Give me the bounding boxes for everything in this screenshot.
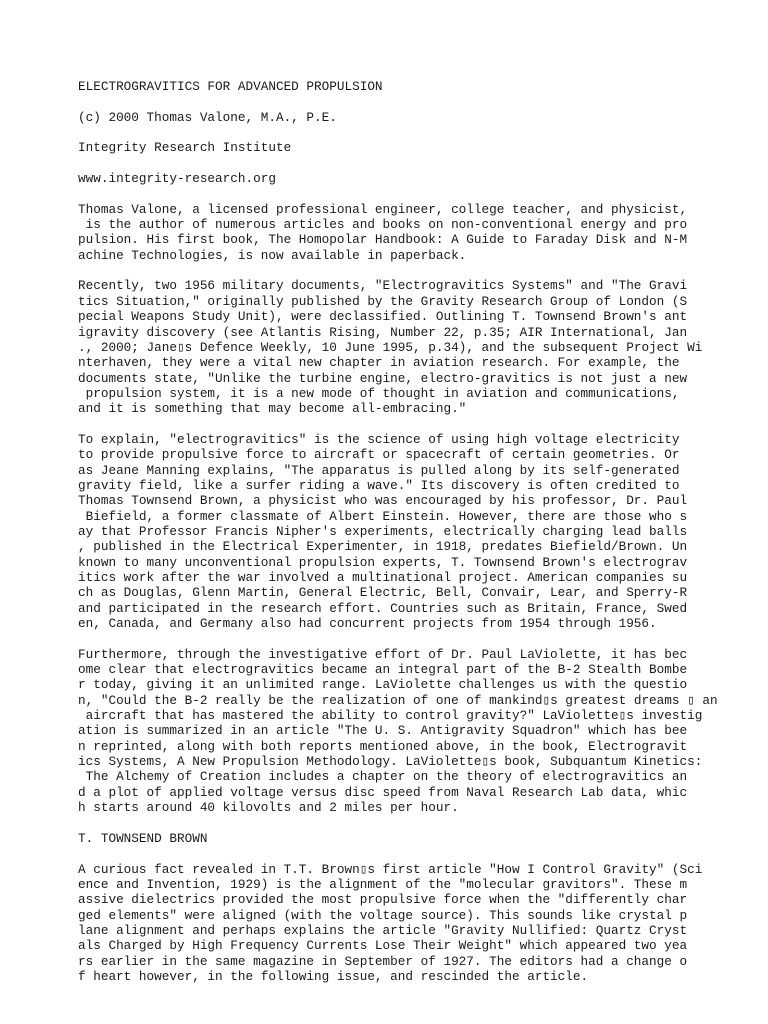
paragraph-line: en, Canada, and Germany also had concurrent projects from 1954 through 1956. [78,616,657,632]
paragraph-line: h starts around 40 kilovolts and 2 miles per hour. [78,800,459,816]
blank-line [78,263,762,278]
paragraph-line: ch as Douglas, Glenn Martin, General Electric, Bell, Convair, Lear, and Sperry-R [78,585,688,601]
paragraph-line: , published in the Electrical Experimenter, in 1918, predates Biefield/Brown. Un [78,539,688,555]
paragraph-line: d a plot of applied voltage versus disc speed from Naval Research Lab data, whic [78,784,688,800]
paragraph [78,862,762,985]
paragraph-line: aircraft that has mastered the ability to control gravity?" LaViolette▯s investig [78,708,703,724]
paragraph-line: is the author of numerous articles and books on non-conventional energy and pro [78,217,688,233]
paragraph-line: ics Systems, A New Propulsion Methodology. LaViolette▯s book, Subquantum Kinetics: [78,754,703,770]
paragraph-line: pulsion. His first book, The Homopolar Handbook: A Guide to Faraday Disk and N-M [78,232,688,248]
paragraph-line: The Alchemy of Creation includes a chapter on the theory of electrogravitics an [78,769,688,785]
paragraph-line: A curious fact revealed in T.T. Brown▯s first article "How I Control Gravity" (Sci [78,861,703,877]
paragraph-line: ., 2000; Jane▯s Defence Weekly, 10 June 1995, p.34), and the subsequent Project Wi [78,339,703,355]
paragraph-line: assive dielectrics provided the most propulsive force when the "differently char [78,892,688,908]
blank-line [78,846,762,861]
paragraph-line: ation is summarized in an article "The U. S. Antigravity Squadron" which has bee [78,723,688,739]
paragraph-line: f heart however, in the following issue, and rescinded the article. [78,968,589,984]
paragraph-line: To explain, "electrogravitics" is the science of using high voltage electricity [78,431,680,447]
paragraph-line: gravity field, like a surfer riding a wave." Its discovery is often credited to [78,477,680,493]
blank-line [78,186,762,201]
paragraph-line: Recently, two 1956 military documents, "Electrogravitics Systems" and "The Gravi [78,278,688,294]
paragraph-line: T. TOWNSEND BROWN [78,830,208,846]
paragraph-line: rs earlier in the same magazine in September of 1927. The editors had a change o [78,953,688,969]
blank-line [78,156,762,171]
paragraph-line: pecial Weapons Study Unit), were declassified. Outlining T. Townsend Brown's ant [78,309,688,325]
paragraph-line: itics work after the war involved a multinational project. American companies su [78,570,688,585]
blank-line [78,94,762,109]
paragraph [78,647,762,816]
document-body [78,202,762,985]
blank-line [78,816,762,831]
paragraph [78,278,762,416]
paragraph [78,202,762,263]
paragraph-line: n reprinted, along with both reports mentioned above, in the book, Electrogravit [78,738,688,754]
paragraph-line: Biefield, a former classmate of Albert Einstein. However, there are those who s [78,508,688,524]
paragraph-line: to provide propulsive force to aircraft or spacecraft of certain geometries. Or [78,447,680,463]
paragraph-line: propulsion system, it is a new mode of thought in aviation and communications, [78,385,680,401]
paragraph-line: igravity discovery (see Atlantis Rising, Number 22, p.35; AIR International, Jan [78,324,688,340]
paragraph-line: r today, giving it an unlimited range. LaViolette challenges us with the questio [78,677,688,693]
document-title: ELECTROGRAVITICS FOR ADVANCED PROPULSION [78,79,383,94]
paragraph-line: ay that Professor Francis Nipher's experiments, electrically charging lead balls [78,523,688,539]
paragraph-line: Thomas Valone, a licensed professional engineer, college teacher, and physicist, [78,201,688,217]
paragraph-line: Furthermore, through the investigative effort of Dr. Paul LaViolette, it has bec [78,646,688,662]
paragraph [78,831,762,846]
paragraph-line: as Jeane Manning explains, "The apparatus is pulled along by its self-generated [78,462,680,478]
paragraph-line: als Charged by High Frequency Currents Lose Their Weight" which appeared two yea [78,938,688,954]
blank-line [78,417,762,432]
paragraph-line: and participated in the research effort. Countries such as Britain, France, Swed [78,600,688,616]
paragraph [78,432,762,631]
paragraph-line: Thomas Townsend Brown, a physicist who was encouraged by his professor, Dr. Paul [78,493,688,509]
paragraph-line: ence and Invention, 1929) is the alignment of the "molecular gravitors". These m [78,876,688,892]
paragraph-line: tics Situation," originally published by the Gravity Research Group of London (S [78,293,688,309]
paragraph-line: documents state, "Unlike the turbine engine, electro-gravitics is not just a new [78,370,688,386]
paragraph-line: lane alignment and perhaps explains the article "Gravity Nullified: Quartz Cryst [78,922,688,938]
document-page [78,79,762,984]
blank-line [78,631,762,646]
paragraph-line: and it is something that may become all-embracing." [78,401,467,417]
paragraph-line: ome clear that electrogravitics became an integral part of the B-2 Stealth Bombe [78,662,688,678]
paragraph-line: ged elements" were aligned (with the voltage source). This sounds like crystal p [78,907,688,923]
paragraph-line: nterhaven, they were a vital new chapter in aviation research. For example, the [78,355,680,371]
copyright-line: (c) 2000 Thomas Valone, M.A., P.E. [78,109,337,125]
paragraph-line: achine Technologies, is now available in paperback. [78,247,467,263]
paragraph-line: known to many unconventional propulsion experts, T. Townsend Brown's electrograv [78,554,688,570]
institute-name: Integrity Research Institute [78,140,292,156]
website-url: www.integrity-research.org [78,171,276,187]
blank-line [78,125,762,140]
paragraph-line: n, "Could the B-2 really be the realization of one of mankind▯s greatest dreams ▯ an [78,692,718,708]
